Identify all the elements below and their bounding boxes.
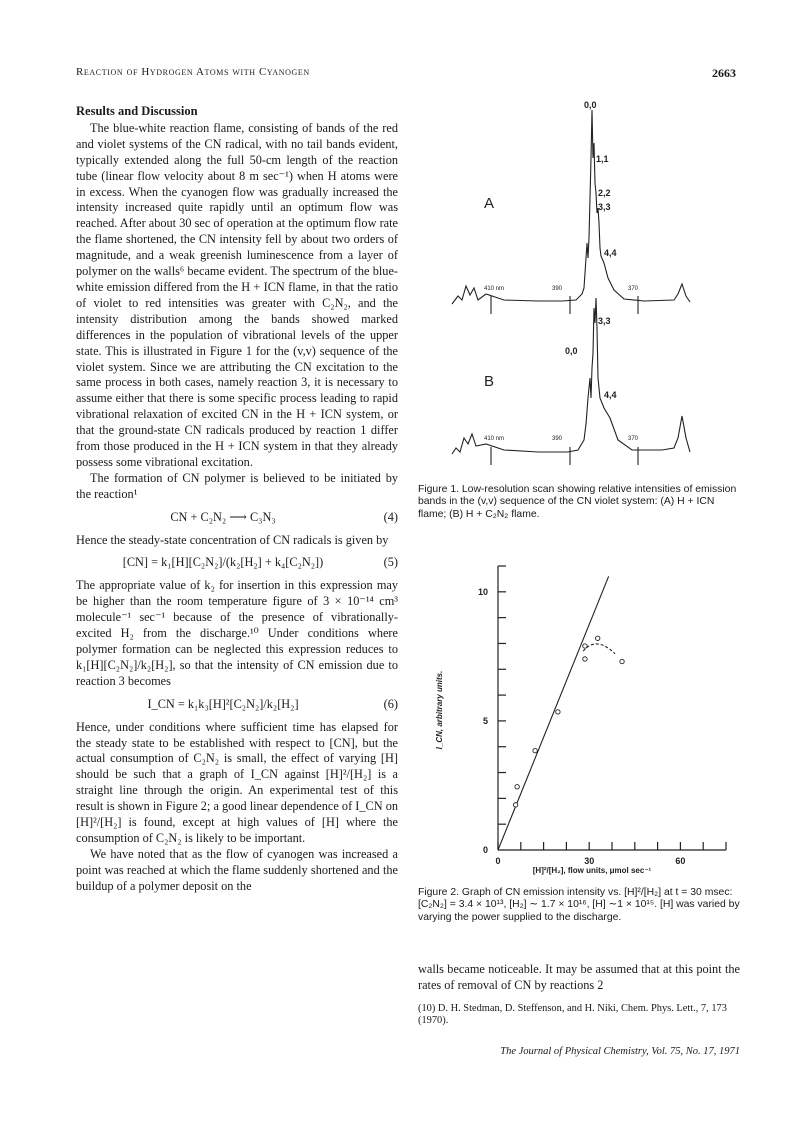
equation-4 xyxy=(76,510,398,526)
x-tick-label: 30 xyxy=(584,856,595,866)
figure-2-chart xyxy=(412,540,742,880)
band-label-b-3-3: 3,3 xyxy=(598,316,611,326)
band-label-a-2-2: 2,2 xyxy=(598,188,611,198)
running-title: Reaction of Hydrogen Atoms with Cyanogen xyxy=(76,66,310,78)
paragraph-6: We have noted that as the flow of cyanogen was increased a point was reached at which the flame suddenly shortened and the buildup of a polymer deposit on the xyxy=(76,846,398,893)
equation-4-number: (4) xyxy=(383,509,398,524)
equation-4-body: CN + C₂N₂ ⟶ C₃N₃ xyxy=(170,509,276,524)
right-paragraph: walls became noticeable. It may be assumed that at this point the rates of removal of CN by reactions 2 xyxy=(418,962,740,992)
running-header xyxy=(76,66,736,84)
y-tick-label: 10 xyxy=(477,586,488,597)
data-point xyxy=(620,659,624,663)
figure-2-caption: Figure 2. Graph of CN emission intensity vs. [H]²/[H₂] at t = 30 msec: [C₂N₂] = 3.4 × 10¹³, [H₂] ∼ 1.7 × 10¹⁶, [H] ∼1 × 10¹⁵. [H] was varied by varying the power supplied to the discharge. xyxy=(418,887,740,923)
band-label-a-1-1: 1,1 xyxy=(596,154,609,164)
spectrum-b-label-410: 410 nm xyxy=(484,436,505,442)
equation-5 xyxy=(76,555,398,571)
data-point xyxy=(533,748,537,752)
spectrum-a-label-410: 410 nm xyxy=(484,286,505,292)
x-tick-label: 0 xyxy=(495,856,501,866)
spectrum-a-label-370: 370 xyxy=(628,286,639,292)
footnote: (10) D. H. Stedman, D. Steffenson, and H. Niki, Chem. Phys. Lett., 7, 173 (1970). xyxy=(418,1003,727,1027)
spectrum-b-label-370: 370 xyxy=(628,436,639,442)
band-label-a-3-3: 3,3 xyxy=(598,202,611,212)
band-label-b-4-4: 4,4 xyxy=(604,390,617,400)
data-point xyxy=(515,785,519,789)
journal-footer: The Journal of Physical Chemistry, Vol. 75, No. 17, 1971 xyxy=(500,1046,740,1057)
band-label-a-0-0: 0,0 xyxy=(584,100,597,110)
left-column xyxy=(76,104,398,895)
data-point xyxy=(583,644,587,648)
spectrum-b-label-390: 390 xyxy=(552,436,563,442)
paragraph-1: The blue-white reaction flame, consisting of bands of the red and violet systems of the CN radical, with no tail bands evident, typically extended along the full 50-cm length of the reaction tube (linear flow velocity about 8 m sec⁻¹) when H atoms were in excess. When the cyanogen flow was gradually increased the intensity increased quite rapidly until an optimum flow was reached. After about 30 sec of operation at the optimum flow rate the flame shortened, the CN intensity fell by about two orders of magnitude, and a weak greenish luminescence from a layer of polymer on the walls⁶ became evident. The spectrum of the blue-white emission differed from the H + ICN flame, in that the ratio of violet to red intensities was greater with C₂N₂, and the intensity distribution among the bands showed marked differences in the population of vibrational levels of the upper state. This is illustrated in Figure 1 for the (v,v) sequence of the violet system. Since we are attributing the CN excitation to the same process in both cases, namely reaction 3, it is necessary to assume either that there is some specific process leading to rapid vibrational relaxation of excited CN in the H + ICN system, or that the ground-state CN radicals produced by reaction 1 differ from those produced in the H + ICN system in that they already possess some vibrational excitation. xyxy=(76,120,398,469)
equation-6-body: I_CN = k₁k₃[H]²[C₂N₂]/k₂[H₂] xyxy=(147,696,299,711)
x-tick-label: 60 xyxy=(675,856,686,866)
saturation-curve xyxy=(583,644,615,654)
panel-b-label: B xyxy=(484,373,495,390)
paragraph-5: Hence, under conditions where sufficient time has elapsed for the steady state to be established with respect to [CN], but the actual consumption of C₂N₂ is small, the effect of varying [H] should be such that a graph of I_CN against [H]²/[H₂] is a straight line through the origin. An experimental test of this result is shown in Figure 2; a good linear dependence of I_CN on [H]²/[H₂] is found, except at high values of [H] where the consumption of C₂N₂ is likely to be important. xyxy=(76,719,398,845)
y-tick-label: 5 xyxy=(482,715,488,726)
right-column-text xyxy=(418,962,740,994)
band-label-b-0-0: 0,0 xyxy=(565,346,578,356)
fit-line xyxy=(498,576,609,850)
spectrum-a-label-390: 390 xyxy=(552,286,563,292)
equation-6-number: (6) xyxy=(383,696,398,711)
x-axis-label: [H]²/[H₂], flow units, μmol sec⁻¹ xyxy=(532,866,652,875)
data-point xyxy=(583,657,587,661)
data-point xyxy=(513,803,517,807)
data-point xyxy=(556,710,560,714)
equation-5-body: [CN] = k₁[H][C₂N₂]/(k₂[H₂] + k₄[C₂N₂]) xyxy=(122,555,324,570)
band-label-a-4-4: 4,4 xyxy=(604,248,617,258)
paragraph-2: The formation of CN polymer is believed to be initiated by the reaction¹ xyxy=(76,470,398,501)
section-heading: Results and Discussion xyxy=(76,104,198,118)
panel-a-label: A xyxy=(484,195,495,212)
equation-5-number: (5) xyxy=(383,555,398,570)
y-axis-label: I_CN, arbitrary units. xyxy=(435,670,444,750)
figure-1-caption: Figure 1. Low-resolution scan showing relative intensities of emission bands in the (v,v) sequence of the CN violet system: (A) H + ICN flame; (B) H + C₂N₂ flame. xyxy=(418,484,737,520)
paragraph-4: The appropriate value of k₂ for insertion in this expression may be higher than the room temperature figure of 3 × 10⁻¹⁴ cm³ molecule⁻¹ sec⁻¹ because of the presence of vibrationally-excited H₂ from the discharge.¹⁰ Under conditions where polymer formation can be neglected this expression reduces to k₁[H][C₂N₂]/k₂[H₂], so that the intensity of CN emission due to reaction 3 becomes xyxy=(76,578,398,688)
figure-1 xyxy=(412,98,742,478)
equation-6 xyxy=(76,697,398,713)
y-tick-label: 0 xyxy=(482,845,488,855)
data-point xyxy=(596,636,600,640)
page-number: 2663 xyxy=(712,66,736,80)
paragraph-3: Hence the steady-state concentration of CN radicals is given by xyxy=(76,532,389,547)
